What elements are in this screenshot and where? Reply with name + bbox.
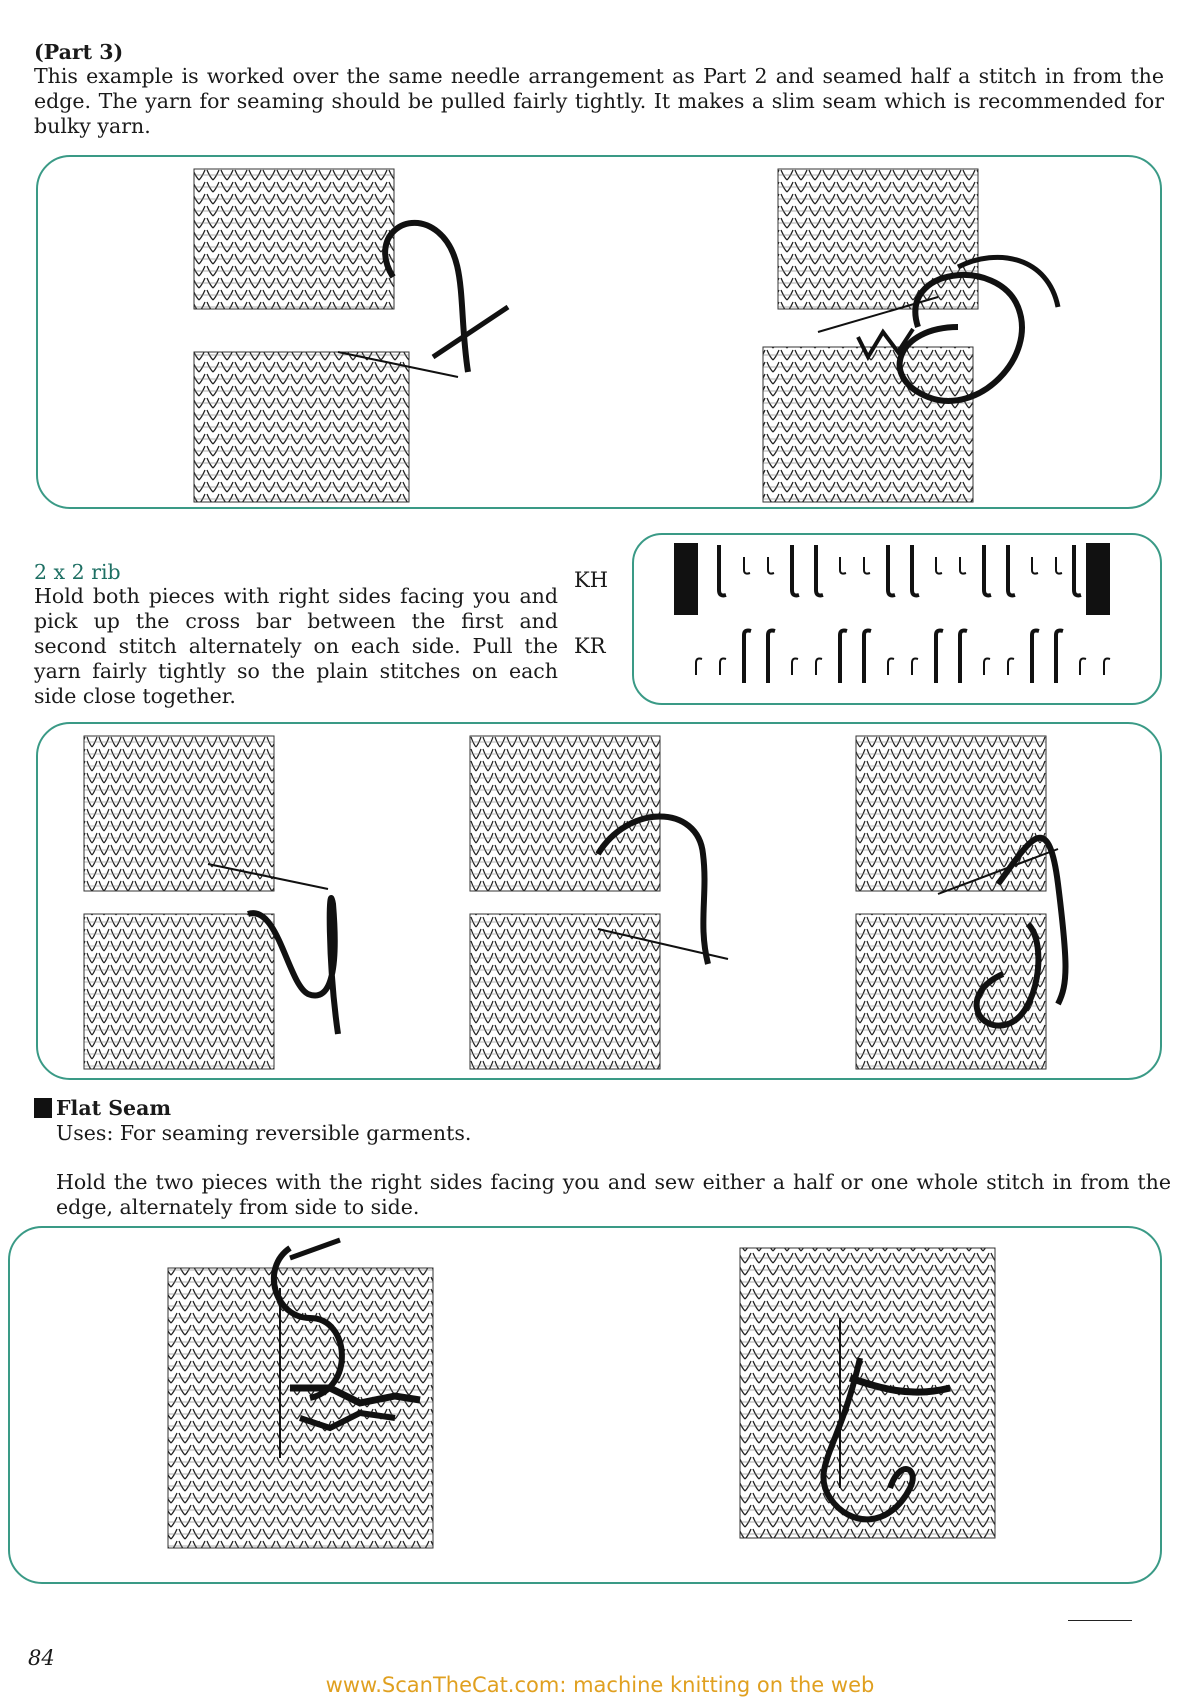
rib-illustration-panel xyxy=(36,722,1162,1080)
needle-arrangement-panel xyxy=(632,533,1162,705)
kh-label: KH xyxy=(574,568,609,592)
flat-seam-illustration-panel xyxy=(8,1226,1162,1584)
footer-rule xyxy=(1068,1620,1132,1621)
part3-heading: (Part 3) xyxy=(34,40,124,64)
flat-seam-illustrations xyxy=(10,1228,1164,1586)
flat-seam-heading: Flat Seam xyxy=(56,1096,172,1120)
page-number: 84 xyxy=(28,1646,55,1670)
rib-body: Hold both pieces with right sides facing you and pick up the cross bar between the first and second stitch alternately on each side. Pull the yarn fairly tightly so the plain stitches on each side close together. xyxy=(34,584,558,708)
rib-seam-illustrations xyxy=(38,724,1164,1082)
part3-body: This example is worked over the same needle arrangement as Part 2 and seamed half a stitch in from the edge. The yarn for seaming should be pulled fairly tightly. It makes a slim seam which is recommended for bulky yarn. xyxy=(34,64,1164,138)
part3-seam-illustration-left xyxy=(38,157,1164,511)
flat-seam-uses: Uses: For seaming reversible garments. xyxy=(56,1121,472,1145)
part3-illustration-panel xyxy=(36,155,1162,509)
flat-seam-body: Hold the two pieces with the right sides facing you and sew either a half or one whole stitch in from the edge, alternately from side to side. xyxy=(56,1170,1171,1219)
needle-diagram xyxy=(634,535,1164,707)
kr-label: KR xyxy=(574,634,606,658)
rib-heading: 2 x 2 rib xyxy=(34,560,121,584)
footer-link[interactable]: www.ScanTheCat.com: machine knitting on the web xyxy=(325,1673,875,1697)
section-bullet xyxy=(34,1098,52,1118)
